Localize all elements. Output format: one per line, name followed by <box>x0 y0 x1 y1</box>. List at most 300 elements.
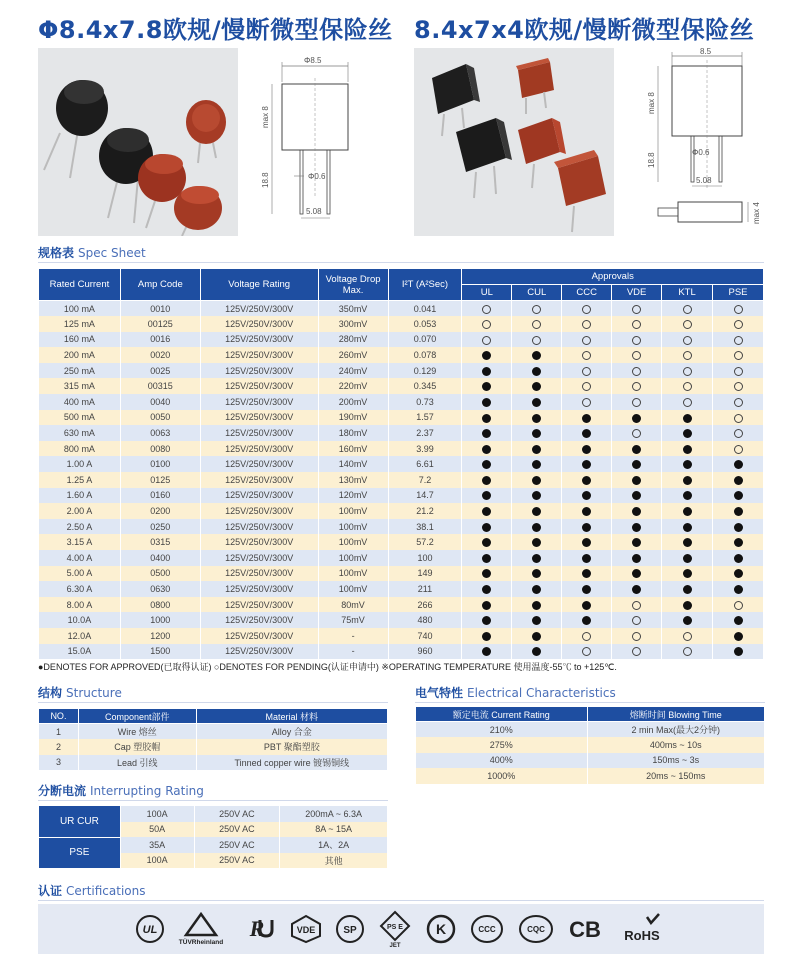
intr-voltage: 250V AC <box>194 822 280 838</box>
approval-cell <box>512 534 562 550</box>
spec-current: 12.0A <box>39 628 121 644</box>
spec-i2t: 266 <box>388 597 462 613</box>
col-ccc: CCC <box>562 285 612 301</box>
spec-i2t: 211 <box>388 581 462 597</box>
approval-cell <box>512 472 562 488</box>
spec-current: 200 mA <box>39 347 121 363</box>
approval-cell <box>713 581 764 597</box>
ktl-logo-icon <box>425 909 457 949</box>
structure-section-title <box>38 684 122 701</box>
approval-cell <box>713 441 764 457</box>
approved-dot-icon <box>532 523 541 532</box>
spec-i2t: 0.053 <box>388 316 462 332</box>
approval-cell <box>713 316 764 332</box>
dim-lead-length-label: 18.8 <box>261 172 270 188</box>
approval-cell <box>713 425 764 441</box>
csa-logo-icon <box>335 909 365 949</box>
spec-voltage-drop: 350mV <box>318 301 388 317</box>
approval-cell <box>562 347 612 363</box>
approved-dot-icon <box>532 476 541 485</box>
approval-cell <box>562 534 612 550</box>
table-row <box>39 806 388 822</box>
approval-cell <box>713 332 764 348</box>
spec-voltage-drop: 80mV <box>318 597 388 613</box>
spec-i2t: 38.1 <box>388 519 462 535</box>
approved-dot-icon <box>582 460 591 469</box>
approved-dot-icon <box>632 445 641 454</box>
approval-cell <box>662 441 713 457</box>
spec-amp-code: 0080 <box>120 441 200 457</box>
spec-voltage: 125V/250V/300V <box>200 441 318 457</box>
struct-col-no: NO. <box>39 709 79 724</box>
pending-circle-icon <box>734 601 743 610</box>
approved-dot-icon <box>482 476 491 485</box>
table-row <box>39 628 764 644</box>
interrupting-table <box>38 806 388 869</box>
approval-cell <box>612 472 662 488</box>
spec-i2t: 0.73 <box>388 394 462 410</box>
spec-current: 6.30 A <box>39 581 121 597</box>
spec-i2t: 2.37 <box>388 425 462 441</box>
approval-cell <box>462 347 512 363</box>
approved-dot-icon <box>582 491 591 500</box>
table-row <box>39 456 764 472</box>
spec-voltage: 125V/250V/300V <box>200 644 318 660</box>
intr-group-ur-cur: UR CUR <box>39 806 121 837</box>
spec-amp-code: 0400 <box>120 550 200 566</box>
approval-cell <box>562 378 612 394</box>
pending-circle-icon <box>734 351 743 360</box>
approved-dot-icon <box>532 398 541 407</box>
approval-cell <box>713 503 764 519</box>
dim2-lead-length-label: 18.8 <box>647 152 656 168</box>
approval-cell <box>562 519 612 535</box>
spec-voltage-drop: 75mV <box>318 612 388 628</box>
approval-cell <box>462 644 512 660</box>
spec-amp-code: 0160 <box>120 488 200 504</box>
ul-logo-text: UL <box>142 924 158 936</box>
table-row <box>39 519 764 535</box>
approved-dot-icon <box>734 507 743 516</box>
spec-current: 630 mA <box>39 425 121 441</box>
table-row <box>39 581 764 597</box>
spec-amp-code: 1500 <box>120 644 200 660</box>
col-rated-current: Rated Current <box>39 269 121 301</box>
approved-dot-icon <box>582 476 591 485</box>
spec-title-cn: 规格表 <box>38 246 75 260</box>
spec-current: 500 mA <box>39 410 121 426</box>
approved-dot-icon <box>683 554 692 563</box>
approved-dot-icon <box>683 569 692 578</box>
spec-i2t: 1.57 <box>388 410 462 426</box>
intr-voltage: 250V AC <box>194 806 280 822</box>
approval-cell <box>462 332 512 348</box>
approval-cell <box>662 644 713 660</box>
spec-voltage: 125V/250V/300V <box>200 519 318 535</box>
pending-circle-icon <box>734 382 743 391</box>
approved-dot-icon <box>683 476 692 485</box>
cert-title-en: Certifications <box>66 884 146 898</box>
approved-dot-icon <box>482 460 491 469</box>
spec-current: 2.50 A <box>39 519 121 535</box>
spec-voltage-drop: 220mV <box>318 378 388 394</box>
structure-table <box>38 708 388 770</box>
approval-cell <box>512 612 562 628</box>
approval-cell <box>713 597 764 613</box>
intr-voltage: 250V AC <box>194 853 280 869</box>
rohs-logo-text: RoHS <box>624 928 660 943</box>
pending-circle-icon <box>683 305 692 314</box>
spec-amp-code: 0010 <box>120 301 200 317</box>
approval-cell <box>662 503 713 519</box>
approval-cell <box>562 316 612 332</box>
electrical-divider <box>415 702 765 703</box>
approval-cell <box>512 581 562 597</box>
cqc-logo-text: CQC <box>526 925 545 934</box>
approved-dot-icon <box>482 538 491 547</box>
approval-cell <box>562 503 612 519</box>
approved-dot-icon <box>532 538 541 547</box>
approved-dot-icon <box>582 616 591 625</box>
spec-amp-code: 0630 <box>120 581 200 597</box>
pending-circle-icon <box>582 336 591 345</box>
spec-current: 800 mA <box>39 441 121 457</box>
struct-material: PBT 聚酯塑胶 <box>196 739 387 755</box>
approval-cell <box>512 441 562 457</box>
spec-i2t: 149 <box>388 566 462 582</box>
spec-amp-code: 0016 <box>120 332 200 348</box>
approval-cell <box>662 316 713 332</box>
spec-i2t: 0.041 <box>388 301 462 317</box>
square-fuse-photo <box>414 48 614 236</box>
pending-circle-icon <box>532 305 541 314</box>
approved-dot-icon <box>632 414 641 423</box>
approval-cell <box>713 566 764 582</box>
table-row <box>39 488 764 504</box>
spec-current: 15.0A <box>39 644 121 660</box>
approval-cell <box>512 456 562 472</box>
approval-cell <box>662 394 713 410</box>
approval-cell <box>562 332 612 348</box>
pending-circle-icon <box>683 336 692 345</box>
approval-cell <box>562 488 612 504</box>
vde-logo-text: VDE <box>296 925 315 935</box>
approved-dot-icon <box>482 554 491 563</box>
elec-current: 275% <box>416 737 588 753</box>
approved-dot-icon <box>532 647 541 656</box>
spec-voltage: 125V/250V/300V <box>200 332 318 348</box>
pending-circle-icon <box>632 616 641 625</box>
spec-voltage: 125V/250V/300V <box>200 301 318 317</box>
pse-logo-subtext: JET <box>389 943 401 948</box>
spec-i2t: 7.2 <box>388 472 462 488</box>
approved-dot-icon <box>683 585 692 594</box>
table-row <box>39 363 764 379</box>
approval-cell <box>462 488 512 504</box>
approval-cell <box>713 410 764 426</box>
pending-circle-icon <box>683 367 692 376</box>
approval-cell <box>612 581 662 597</box>
approved-dot-icon <box>632 538 641 547</box>
spec-current: 160 mA <box>39 332 121 348</box>
approval-cell <box>462 503 512 519</box>
approved-dot-icon <box>734 616 743 625</box>
pending-circle-icon <box>632 367 641 376</box>
pending-circle-icon <box>683 382 692 391</box>
approved-dot-icon <box>582 523 591 532</box>
elec-col-time: 熔断时间 Blowing Time <box>587 707 765 722</box>
tuv-logo-icon <box>178 909 224 949</box>
approval-cell <box>562 628 612 644</box>
cqc-logo-icon <box>518 909 554 949</box>
approval-cell <box>512 628 562 644</box>
approved-dot-icon <box>482 382 491 391</box>
approved-dot-icon <box>632 476 641 485</box>
approved-dot-icon <box>683 414 692 423</box>
approval-cell <box>612 519 662 535</box>
approval-cell <box>662 488 713 504</box>
approved-dot-icon <box>683 460 692 469</box>
approval-cell <box>612 425 662 441</box>
approval-cell <box>462 550 512 566</box>
approved-dot-icon <box>482 445 491 454</box>
approved-dot-icon <box>683 601 692 610</box>
pending-circle-icon <box>582 632 591 641</box>
approval-cell <box>562 301 612 317</box>
structure-divider <box>38 702 388 703</box>
approval-cell <box>612 378 662 394</box>
dim2-width-label: 8.5 <box>700 48 712 56</box>
spec-i2t: 0.345 <box>388 378 462 394</box>
approval-cell <box>462 456 512 472</box>
approval-cell <box>713 394 764 410</box>
approval-cell <box>512 394 562 410</box>
approved-dot-icon <box>582 414 591 423</box>
approved-dot-icon <box>632 554 641 563</box>
round-fuse-photo <box>38 48 238 236</box>
approval-cell <box>562 394 612 410</box>
approval-cell <box>713 301 764 317</box>
intr-current: 100A <box>120 853 194 869</box>
approved-dot-icon <box>482 647 491 656</box>
ul-logo-icon <box>135 909 165 949</box>
table-row <box>39 301 764 317</box>
spec-voltage-drop: 140mV <box>318 456 388 472</box>
approved-dot-icon <box>482 616 491 625</box>
table-row <box>39 755 388 771</box>
approval-cell <box>512 301 562 317</box>
approval-cell <box>562 550 612 566</box>
approval-cell <box>612 363 662 379</box>
approved-dot-icon <box>532 554 541 563</box>
approval-cell <box>612 394 662 410</box>
spec-i2t: 0.129 <box>388 363 462 379</box>
approved-dot-icon <box>482 507 491 516</box>
approved-dot-icon <box>482 398 491 407</box>
spec-voltage-drop: 300mV <box>318 316 388 332</box>
struct-col-component: Component部件 <box>78 709 196 724</box>
approved-dot-icon <box>532 585 541 594</box>
rohs-logo-icon <box>617 909 667 949</box>
spec-voltage-drop: 100mV <box>318 534 388 550</box>
approval-cell <box>612 534 662 550</box>
table-row <box>39 550 764 566</box>
spec-current: 1.25 A <box>39 472 121 488</box>
vde-logo-icon <box>290 909 322 949</box>
approval-cell <box>462 425 512 441</box>
approved-dot-icon <box>734 585 743 594</box>
product-title-round: Φ8.4x7.8欧规/慢断微型保险丝 <box>38 16 393 44</box>
pending-circle-icon <box>532 336 541 345</box>
approval-cell <box>612 456 662 472</box>
struct-no: 2 <box>39 739 79 755</box>
pending-circle-icon <box>632 305 641 314</box>
table-row <box>416 737 765 753</box>
approval-cell <box>462 363 512 379</box>
spec-voltage-drop: 100mV <box>318 550 388 566</box>
approved-dot-icon <box>632 523 641 532</box>
spec-current: 250 mA <box>39 363 121 379</box>
col-i2t: I²T (A²Sec) <box>388 269 462 301</box>
approved-dot-icon <box>734 538 743 547</box>
approved-dot-icon <box>683 429 692 438</box>
tuv-logo-text: TÜVRheinland <box>179 939 224 946</box>
spec-voltage: 125V/250V/300V <box>200 425 318 441</box>
approved-dot-icon <box>734 569 743 578</box>
struct-component: Cap 塑胶帽 <box>78 739 196 755</box>
struct-no: 3 <box>39 755 79 771</box>
approval-cell <box>662 363 713 379</box>
approved-dot-icon <box>734 491 743 500</box>
dim2-pitch-label: 5.08 <box>696 176 712 185</box>
approval-cell <box>562 644 612 660</box>
spec-i2t: 0.078 <box>388 347 462 363</box>
approved-dot-icon <box>683 616 692 625</box>
spec-voltage: 125V/250V/300V <box>200 566 318 582</box>
approval-cell <box>512 332 562 348</box>
approval-cell <box>662 628 713 644</box>
approval-cell <box>562 425 612 441</box>
approved-dot-icon <box>532 445 541 454</box>
electrical-table <box>415 706 765 784</box>
approval-cell <box>612 410 662 426</box>
spec-i2t: 57.2 <box>388 534 462 550</box>
spec-amp-code: 0125 <box>120 472 200 488</box>
spec-voltage: 125V/250V/300V <box>200 612 318 628</box>
spec-current: 125 mA <box>39 316 121 332</box>
dim2-depth-label: max 4 <box>752 202 761 224</box>
approved-dot-icon <box>582 601 591 610</box>
pending-circle-icon <box>582 320 591 329</box>
table-row <box>39 739 388 755</box>
spec-amp-code: 0050 <box>120 410 200 426</box>
approval-cell <box>512 378 562 394</box>
spec-amp-code: 1200 <box>120 628 200 644</box>
approval-cell <box>662 472 713 488</box>
elec-current: 1000% <box>416 768 588 784</box>
spec-voltage-drop: 240mV <box>318 363 388 379</box>
spec-i2t: 3.99 <box>388 441 462 457</box>
approval-cell <box>662 534 713 550</box>
approval-cell <box>612 332 662 348</box>
approval-cell <box>612 503 662 519</box>
product-title-square: 8.4x7x4欧规/慢断微型保险丝 <box>414 16 755 44</box>
approved-dot-icon <box>734 460 743 469</box>
table-row <box>416 722 765 738</box>
table-row <box>39 425 764 441</box>
approval-cell <box>612 488 662 504</box>
approved-dot-icon <box>632 569 641 578</box>
approval-cell <box>662 378 713 394</box>
approved-dot-icon <box>482 491 491 500</box>
spec-amp-code: 00315 <box>120 378 200 394</box>
approval-cell <box>612 644 662 660</box>
spec-voltage-drop: 130mV <box>318 472 388 488</box>
spec-amp-code: 0025 <box>120 363 200 379</box>
approved-dot-icon <box>582 538 591 547</box>
spec-i2t: 960 <box>388 644 462 660</box>
approval-cell <box>612 597 662 613</box>
approval-cell <box>512 347 562 363</box>
approval-cell <box>462 534 512 550</box>
struct-component: Lead 引线 <box>78 755 196 771</box>
dim-pitch-label: 5.08 <box>306 207 322 216</box>
approved-dot-icon <box>532 414 541 423</box>
struct-material: Tinned copper wire 镀锡铜线 <box>196 755 387 771</box>
table-row <box>39 503 764 519</box>
pending-circle-icon <box>734 305 743 314</box>
spec-voltage-drop: 120mV <box>318 488 388 504</box>
table-row <box>39 612 764 628</box>
approval-cell <box>713 534 764 550</box>
ur-logo-text: R <box>249 916 265 941</box>
electrical-section-title <box>415 684 616 701</box>
approved-dot-icon <box>482 414 491 423</box>
spec-voltage-drop: 180mV <box>318 425 388 441</box>
col-voltage-drop: Voltage Drop Max. <box>318 269 388 301</box>
spec-voltage: 125V/250V/300V <box>200 378 318 394</box>
table-row <box>39 472 764 488</box>
ccc-logo-icon <box>470 909 504 949</box>
elec-time: 400ms ~ 10s <box>587 737 765 753</box>
spec-current: 400 mA <box>39 394 121 410</box>
approved-dot-icon <box>532 429 541 438</box>
approved-dot-icon <box>683 507 692 516</box>
spec-voltage-drop: 100mV <box>318 566 388 582</box>
elec-time: 20ms ~ 150ms <box>587 768 765 784</box>
dim-height-label: max 8 <box>261 106 270 128</box>
approved-dot-icon <box>632 585 641 594</box>
table-row <box>39 837 388 853</box>
approval-cell <box>462 378 512 394</box>
spec-table <box>38 268 764 659</box>
approval-cell <box>562 472 612 488</box>
intr-current: 35A <box>120 837 194 853</box>
spec-i2t: 21.2 <box>388 503 462 519</box>
spec-voltage: 125V/250V/300V <box>200 394 318 410</box>
spec-divider <box>38 262 764 263</box>
approval-cell <box>512 410 562 426</box>
certifications-section-title <box>38 882 146 899</box>
pending-circle-icon <box>734 398 743 407</box>
spec-i2t: 6.61 <box>388 456 462 472</box>
pending-circle-icon <box>632 336 641 345</box>
pending-circle-icon <box>683 632 692 641</box>
pending-circle-icon <box>632 351 641 360</box>
spec-amp-code: 0315 <box>120 534 200 550</box>
pending-circle-icon <box>734 429 743 438</box>
approved-dot-icon <box>532 601 541 610</box>
